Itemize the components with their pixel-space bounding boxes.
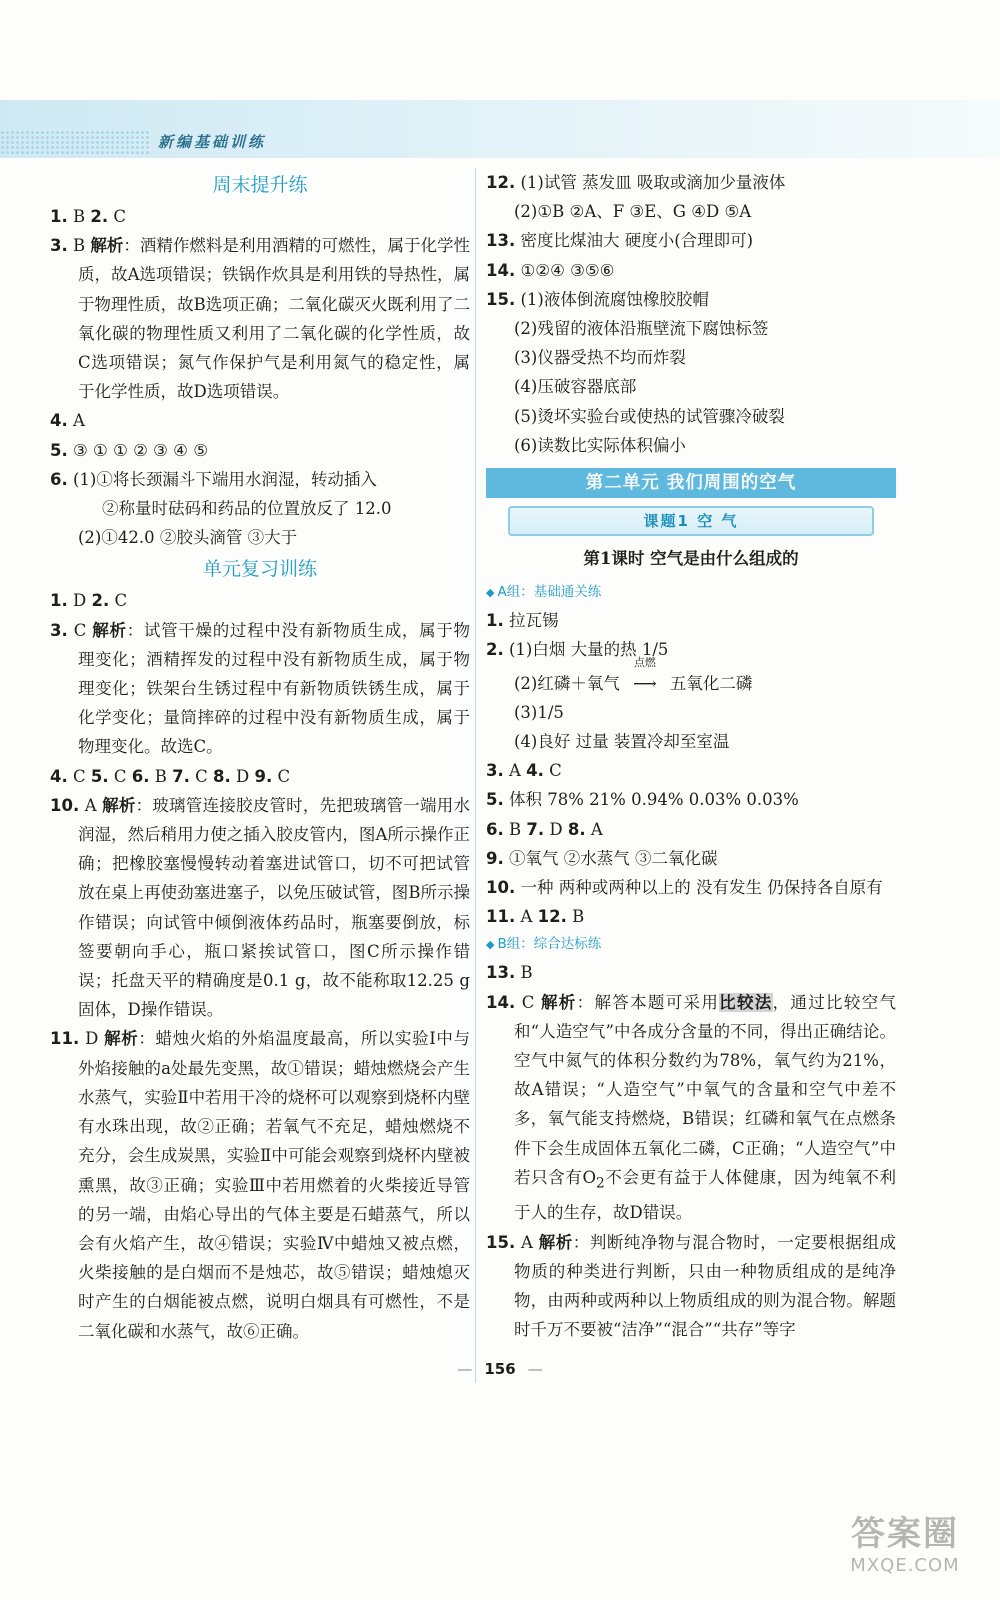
header-band xyxy=(0,100,1000,158)
review-answer-3: 3. C 解析：试管干燥的过程中没有新物质生成，属于物理变化；酒精挥发的过程中没有新物质生成，属于物理变化；铁架台生锈过程中有新物质铁锈生成，属于化学变化；量筒摔碎的过程中没有新物质生成，属于物理变化。故选C。 xyxy=(50,620,471,757)
answer-15-line-5: (5)烫坏实验台或使热的试管骤冷破裂 xyxy=(514,406,785,426)
answer-12: 12. (1)试管 蒸发皿 吸取或滴加少量液体 xyxy=(486,173,786,192)
a-answer-3-4: 3. A 4. C xyxy=(486,761,562,781)
section-title-weekend: 周末提升练 xyxy=(212,174,308,196)
highlighted-term: 比较法 xyxy=(719,992,773,1012)
unit-banner: 第二单元 我们周围的空气 xyxy=(486,468,896,498)
section-title-unit-review: 单元复习训练 xyxy=(202,558,317,581)
a-answer-5: 5. 体积 78% 21% 0.94% 0.03% 0.03% xyxy=(486,790,799,810)
answer-15-line-3: (3)仪器受热不均而炸裂 xyxy=(514,348,686,368)
group-a-heading: ◆ A组：基础通关练 xyxy=(486,584,602,601)
header-dot-pattern xyxy=(0,130,150,154)
review-answer-4-9: 4. C 5. C 6. B 7. C 8. D 9. C xyxy=(50,766,291,786)
lesson-subtitle: 第1课时 空气是由什么组成的 xyxy=(583,549,799,569)
review-answer-1-2: 1. D 2. C xyxy=(50,591,128,611)
answer-15: 15. (1)液体倒流腐蚀橡胶胶帽 xyxy=(486,289,709,309)
answer-6: 6. (1)①将长颈漏斗下端用水润湿，转动插入 xyxy=(50,469,377,489)
a-answer-10: 10. 一种 两种或两种以上的 没有发生 仍保持各自原有 xyxy=(486,878,883,898)
header-title: 新编基础训练 xyxy=(158,133,267,151)
group-b-heading: ◆ B组：综合达标练 xyxy=(486,936,602,953)
right-column xyxy=(486,168,896,1344)
answer-4: 4. A xyxy=(50,411,85,431)
reaction-arrow: 点燃 ⟶ xyxy=(620,669,670,698)
review-answer-11: 11. D 解析：蜡烛火焰的外焰温度最高，所以实验Ⅰ中与外焰接触的a处最先变黑，故①错误；蜡烛燃烧会产生水蒸气，实验Ⅱ中若用干冷的烧杯可以观察到烧杯内壁有水珠出现，故②正确；若氧气不充足，蜡烛燃烧不充分，会生成炭黑，实验Ⅱ中可能会观察到烧杯内壁被熏黑，故③正确；实验Ⅲ中若用燃着的火柴接近导管的另一端，由焰心导出的气体主要是石蜡蒸气，所以会有火焰产生，故④错误；实验Ⅳ中蜡烛又被点燃，火柴接触的是白烟而不是烛芯，故⑤错误；蜡烛熄灭时产生的白烟能被点燃，说明白烟具有可燃性，不是二氧化碳和水蒸气，故⑥正确。 xyxy=(50,1029,470,1341)
diamond-icon: ◆ xyxy=(486,586,495,600)
answer-15-line-2: (2)残留的液体沿瓶壁流下腐蚀标签 xyxy=(514,319,769,339)
answer-6-line-3: (2)①42.0 ②胶头滴管 ③大于 xyxy=(78,528,298,548)
review-answer-10: 10. A 解析：玻璃管连接胶皮管时，先把玻璃管一端用水润湿，然后稍用力使之插入胶皮管内，图A所示操作正确；把橡胶塞慢慢转动着塞进试管口，切不可把试管放在桌上再使劲塞进塞子，以免压破试管，图B所示操作错误；向试管中倾倒液体药品时，瓶塞要倒放，标签要朝向手心，瓶口紧挨试管口，图C所示操作错误；托盘天平的精确度是0.1 g，故不能称取12.25 g固体，D操作错误。 xyxy=(50,795,471,1020)
page-number: — 156 — xyxy=(457,1360,543,1378)
column-divider xyxy=(475,168,476,1383)
b-answer-13: 13. B xyxy=(486,963,533,983)
answer-15-line-4: (4)压破容器底部 xyxy=(514,377,637,397)
a-answer-2-line-4: (4)良好 过量 装置冷却至室温 xyxy=(514,732,730,752)
answer-6-line-2: ②称量时砝码和药品的位置放反了 12.0 xyxy=(102,499,392,519)
a-answer-9: 9. ①氧气 ②水蒸气 ③二氧化碳 xyxy=(486,848,718,868)
watermark-text: 答案圈 xyxy=(851,1514,959,1554)
a-answer-2-equation: (2)红磷＋氧气 点燃 ⟶ 五氧化二磷 xyxy=(486,669,896,698)
lesson-title-box: 课题1 空 气 xyxy=(508,506,874,536)
answer-3: 3. B 解析：酒精作燃料是利用酒精的可燃性，属于化学性质，故A选项错误；铁锅作炊具是利用铁的导热性，属于物理性质，故B选项正确；二氧化碳灭火既利用了二氧化碳的物理性质又利用了二氧化碳的化学性质，故C选项错误；氮气作保护气是利用氮气的稳定性，属于化学性质，故D选项错误。 xyxy=(50,236,471,402)
b-answer-14: 14. C 解析：解答本题可采用比较法，通过比较空气和“人造空气”中各成分含量的不同，得出正确结论。空气中氮气的体积分数约为78%，氧气约为21%，故A错误；“人造空气”中氧气的含量和空气中差不多，氧气能支持燃烧，B错误；红磷和氧气在点燃条件下会生成固体五氧化二磷，C正确；“人造空气”中若只含有$O_2$不会更有益于人体健康，因为纯氧不利于人的生存，故D错误。 xyxy=(486,992,897,1223)
b-answer-15: 15. A 解析：判断纯净物与混合物时，一定要根据组成物质的种类进行判断，只由一种物质组成的是纯净物，由两种或两种以上物质组成的则为混合物。解题时千万不要被“洁净”“混合”“共存”等字 xyxy=(486,1232,896,1340)
a-answer-2-line-3: (3)1/5 xyxy=(514,702,564,722)
answer-12-line-2: (2)①B ②A、F ③E、G ④D ⑤A xyxy=(514,202,752,222)
a-answer-11-12: 11. A 12. B xyxy=(486,907,585,927)
watermark-logo xyxy=(820,1514,990,1586)
watermark-url: MXQE.COM xyxy=(850,1555,960,1576)
answer-13: 13. 密度比煤油大 硬度小(合理即可) xyxy=(486,231,754,251)
arrow-condition: 点燃 xyxy=(633,655,656,669)
left-column xyxy=(50,168,470,1346)
a-answer-2: 2. (1)白烟 大量的热 1/5 xyxy=(486,640,669,660)
a-answer-6-8: 6. B 7. D 8. A xyxy=(486,819,603,839)
answer-14: 14. ①②④ ③⑤⑥ xyxy=(486,260,615,280)
a-answer-1: 1. 拉瓦锡 xyxy=(486,611,559,631)
answer-5: 5. ③ ① ① ② ③ ④ ⑤ xyxy=(50,440,209,460)
answer-line-1-2: 1. B 2. C xyxy=(50,207,126,226)
answer-15-line-6: (6)读数比实际体积偏小 xyxy=(514,435,686,455)
diamond-icon: ◆ xyxy=(486,938,495,952)
